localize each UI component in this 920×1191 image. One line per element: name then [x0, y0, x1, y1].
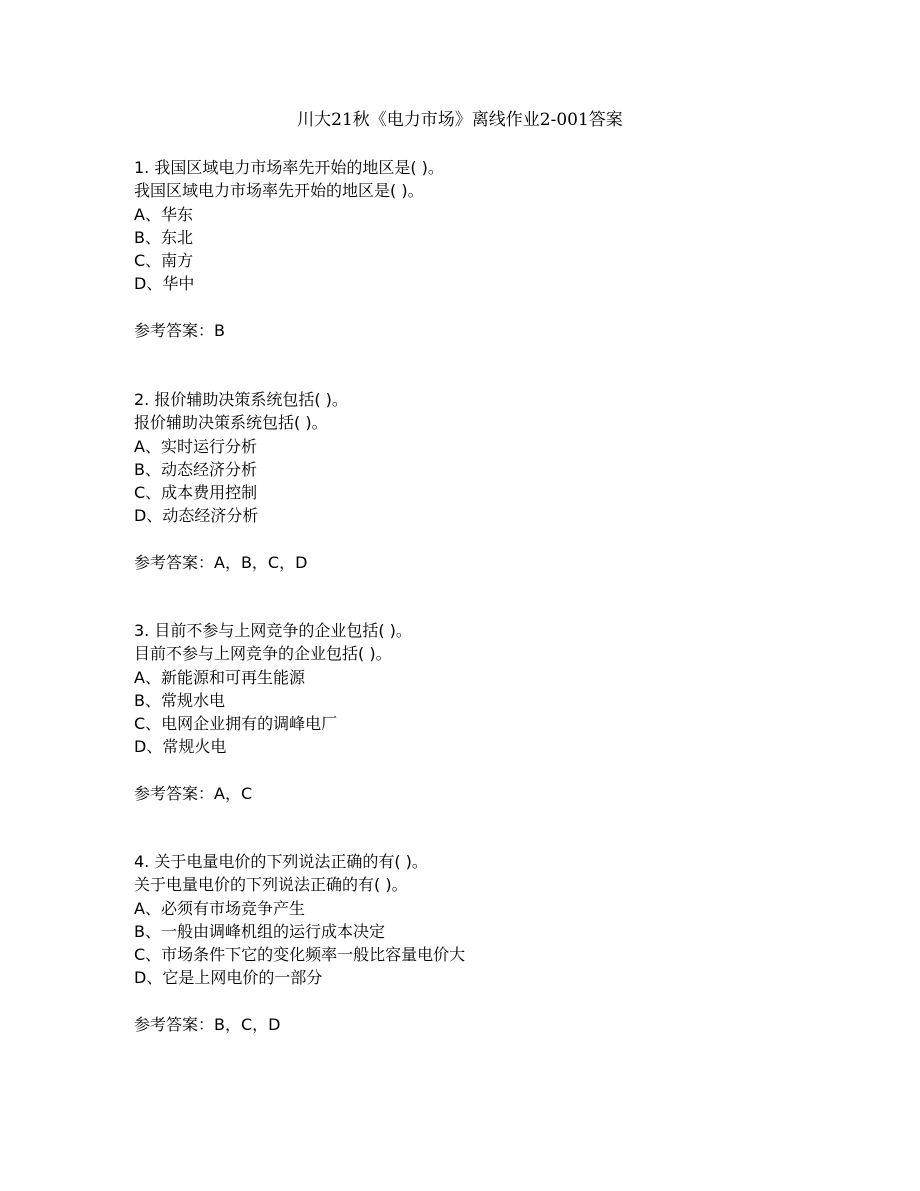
question-heading: 2. 报价辅助决策系统包括( )。 — [134, 390, 348, 409]
question-heading: 3. 目前不参与上网竞争的企业包括( )。 — [134, 621, 412, 640]
question-heading: 4. 关于电量电价的下列说法正确的有( )。 — [134, 852, 428, 871]
question-stem: 关于电量电价的下列说法正确的有( )。 — [134, 875, 408, 895]
question-3 — [134, 619, 834, 805]
reference-answer: 参考答案：A，B，C，D — [134, 552, 308, 572]
reference-answer: 参考答案：B，C，D — [134, 1014, 281, 1034]
option-c: C、成本费用控制 — [134, 483, 258, 503]
reference-answer: 参考答案：B — [134, 320, 225, 340]
option-b: B、常规水电 — [134, 690, 225, 710]
reference-answer: 参考答案：A，C — [134, 783, 253, 803]
option-a: A、实时运行分析 — [134, 436, 257, 456]
option-d: D、华中 — [134, 274, 195, 294]
document-title: 川大21秋《电力市场》离线作业2-001答案 — [297, 110, 623, 130]
option-a: A、华东 — [134, 204, 193, 224]
option-b: B、一般由调峰机组的运行成本决定 — [134, 921, 385, 941]
option-d: D、常规火电 — [134, 737, 227, 757]
question-stem: 目前不参与上网竞争的企业包括( )。 — [134, 644, 392, 664]
option-a: A、必须有市场竞争产生 — [134, 898, 305, 918]
option-a: A、新能源和可再生能源 — [134, 667, 305, 687]
question-stem: 报价辅助决策系统包括( )。 — [134, 413, 328, 433]
question-4 — [134, 850, 834, 1036]
option-c: C、电网企业拥有的调峰电厂 — [134, 714, 338, 734]
option-d: D、动态经济分析 — [134, 506, 259, 526]
question-1 — [134, 156, 834, 342]
option-b: B、东北 — [134, 227, 193, 247]
question-stem: 我国区域电力市场率先开始的地区是( )。 — [134, 181, 424, 201]
option-b: B、动态经济分析 — [134, 459, 257, 479]
question-heading: 1. 我国区域电力市场率先开始的地区是( )。 — [134, 158, 444, 177]
option-c: C、南方 — [134, 251, 194, 271]
option-c: C、市场条件下它的变化频率一般比容量电价大 — [134, 945, 466, 965]
question-2 — [134, 388, 834, 574]
option-d: D、它是上网电价的一部分 — [134, 968, 323, 988]
